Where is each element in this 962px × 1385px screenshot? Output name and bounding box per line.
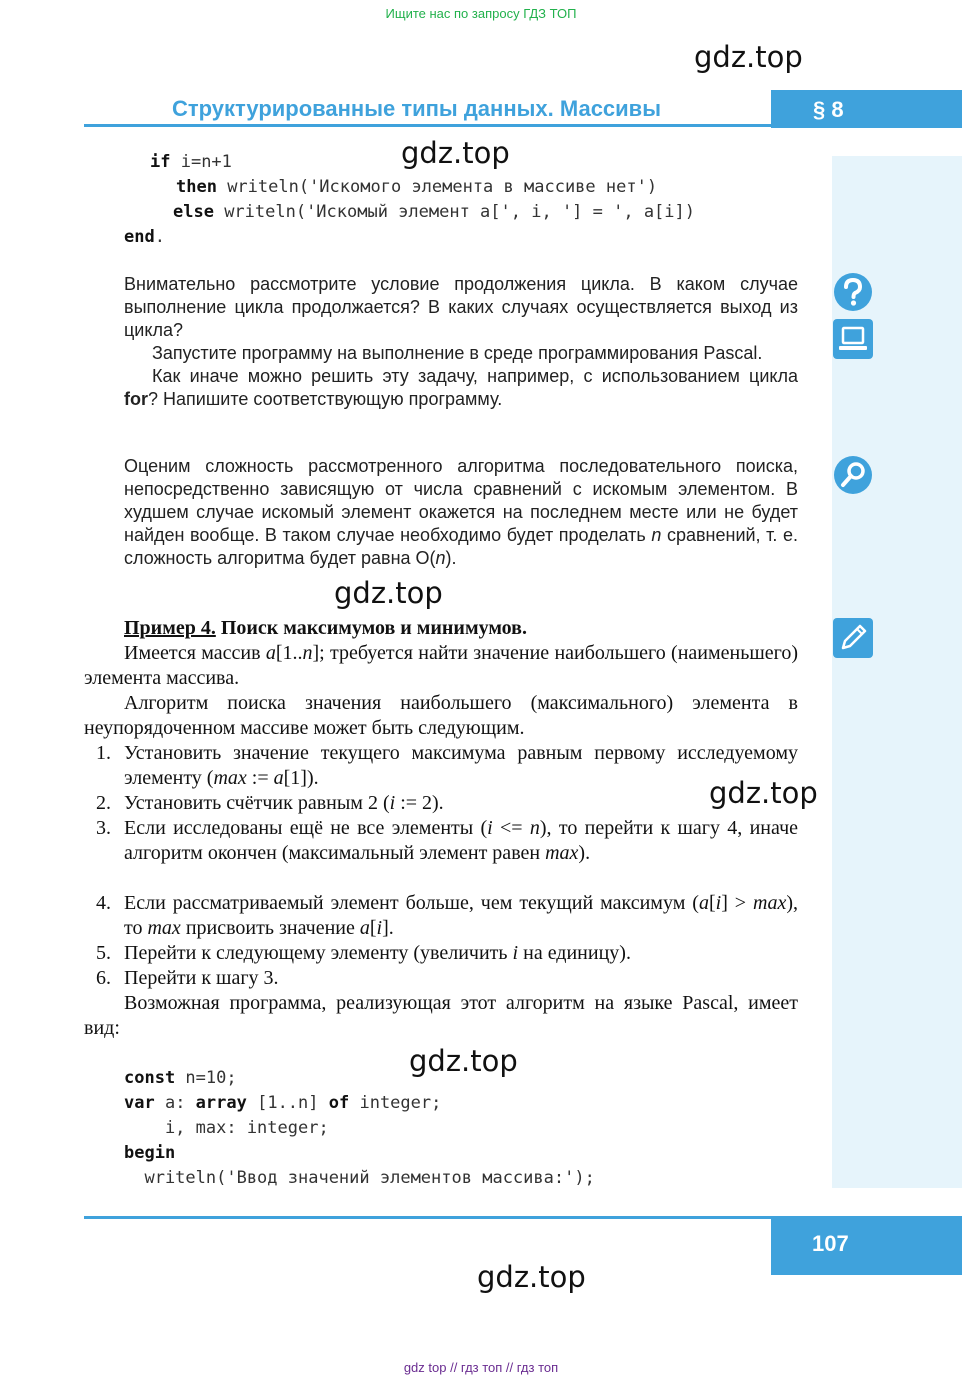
keyword: else bbox=[173, 202, 214, 222]
list-item: 2. Установить счётчик равным 2 (i := 2). bbox=[96, 792, 444, 814]
code-line bbox=[124, 1141, 175, 1166]
keyword: for bbox=[124, 389, 148, 409]
code-text: writeln('Искомый элемент a[', i, '] = ', a[i]) bbox=[213, 202, 695, 222]
example-label: Пример 4. bbox=[124, 617, 216, 639]
code-line bbox=[150, 150, 232, 175]
footer-links[interactable]: gdz top // гдз топ // гдз топ bbox=[403, 1360, 559, 1375]
watermark: gdz.top bbox=[409, 1044, 518, 1078]
code-text: i=n+1 bbox=[170, 152, 232, 172]
program-intro: Возможная программа, реализующая этот алгоритм на языке Pascal, имеет вид: bbox=[84, 992, 798, 1039]
question-paragraph bbox=[124, 273, 798, 411]
task-text: Как иначе можно решить эту задачу, например, с использованием цикла for? Напишите соответствующую программу. bbox=[124, 366, 798, 409]
example-intro: Имеется массив a[1..n]; требуется найти значение наибольшего (наименьшего) элемента массива. bbox=[84, 642, 798, 689]
task-text: Запустите программу на выполнение в среде программирования Pascal. bbox=[152, 343, 763, 363]
list-item: 4. Если рассматриваемый элемент больше, чем текущий максимум (a[i] > max), то max присвоить значение a[i]. bbox=[96, 892, 798, 939]
list-item: 3. Если исследованы ещё не все элементы (i <= n), то перейти к шагу 4, иначе алгоритм окончен (максимальный элемент равен max). bbox=[96, 817, 799, 864]
code-line: i, max: integer; bbox=[124, 1118, 329, 1138]
list-item: 6. Перейти к шагу 3. bbox=[96, 967, 279, 989]
magnifier-icon bbox=[833, 455, 873, 495]
code-line: var a: array [1..n] of integer; bbox=[124, 1093, 442, 1113]
keyword: end bbox=[124, 227, 155, 247]
code-line: const n=10; bbox=[124, 1068, 237, 1088]
keyword: of bbox=[328, 1093, 350, 1113]
example-heading bbox=[124, 616, 798, 641]
watermark: gdz.top bbox=[477, 1260, 586, 1294]
code-line: writeln('Ввод значений элементов массива:'); bbox=[124, 1168, 595, 1188]
complexity-paragraph: Оценим сложность рассмотренного алгоритма последовательного поиска, непосредственно зависящую от числа сравнений с искомым элементом. В худшем случае искомый элемент окажется на последнем месте или не будет найден вообще. В таком случае необходимо будет проделать n сравнений, т. е. сложность алгоритма будет равна O(n). bbox=[124, 456, 798, 568]
example-body bbox=[84, 641, 798, 741]
code-line bbox=[176, 175, 657, 200]
section-number: § 8 bbox=[771, 90, 962, 128]
footer-rule bbox=[84, 1216, 771, 1219]
header-rule bbox=[84, 124, 771, 127]
code-line bbox=[173, 200, 695, 225]
chapter-title: Структурированные типы данных. Массивы bbox=[172, 96, 661, 121]
pencil-icon bbox=[833, 618, 873, 658]
example-title: Поиск максимумов и минимумов. bbox=[215, 617, 527, 639]
keyword: begin bbox=[124, 1143, 176, 1163]
watermark: gdz.top bbox=[334, 576, 443, 610]
list-item: 1. Установить значение текущего максимума равным первому исследуемому элементу (max := a[1]). bbox=[96, 742, 798, 789]
keyword: array bbox=[195, 1093, 247, 1113]
code-text: writeln('Искомого элемента в массиве нет') bbox=[216, 177, 658, 197]
keyword: var bbox=[124, 1093, 155, 1113]
watermark: gdz.top bbox=[401, 136, 510, 170]
list-item: 5. Перейти к следующему элементу (увеличить i на единицу). bbox=[96, 942, 631, 964]
computer-icon bbox=[833, 319, 873, 359]
question-text: Внимательно рассмотрите условие продолжения цикла. В каком случае выполнение цикла продолжается? В каких случаях осуществляется выход из цикла? bbox=[124, 274, 798, 340]
code-line bbox=[124, 225, 165, 250]
watermark: gdz.top bbox=[709, 776, 818, 810]
watermark: gdz.top bbox=[694, 40, 803, 74]
keyword: const bbox=[124, 1068, 176, 1088]
keyword: then bbox=[176, 177, 217, 197]
keyword: if bbox=[150, 152, 171, 172]
code-text: . bbox=[154, 227, 165, 247]
algorithm-intro: Алгоритм поиска значения наибольшего (максимального) элемента в неупорядоченном массиве может быть следующим. bbox=[84, 692, 798, 739]
question-icon bbox=[833, 272, 873, 312]
top-banner: Ищите нас по запросу ГДЗ ТОП bbox=[385, 6, 577, 21]
page-number: 107 bbox=[771, 1216, 962, 1275]
